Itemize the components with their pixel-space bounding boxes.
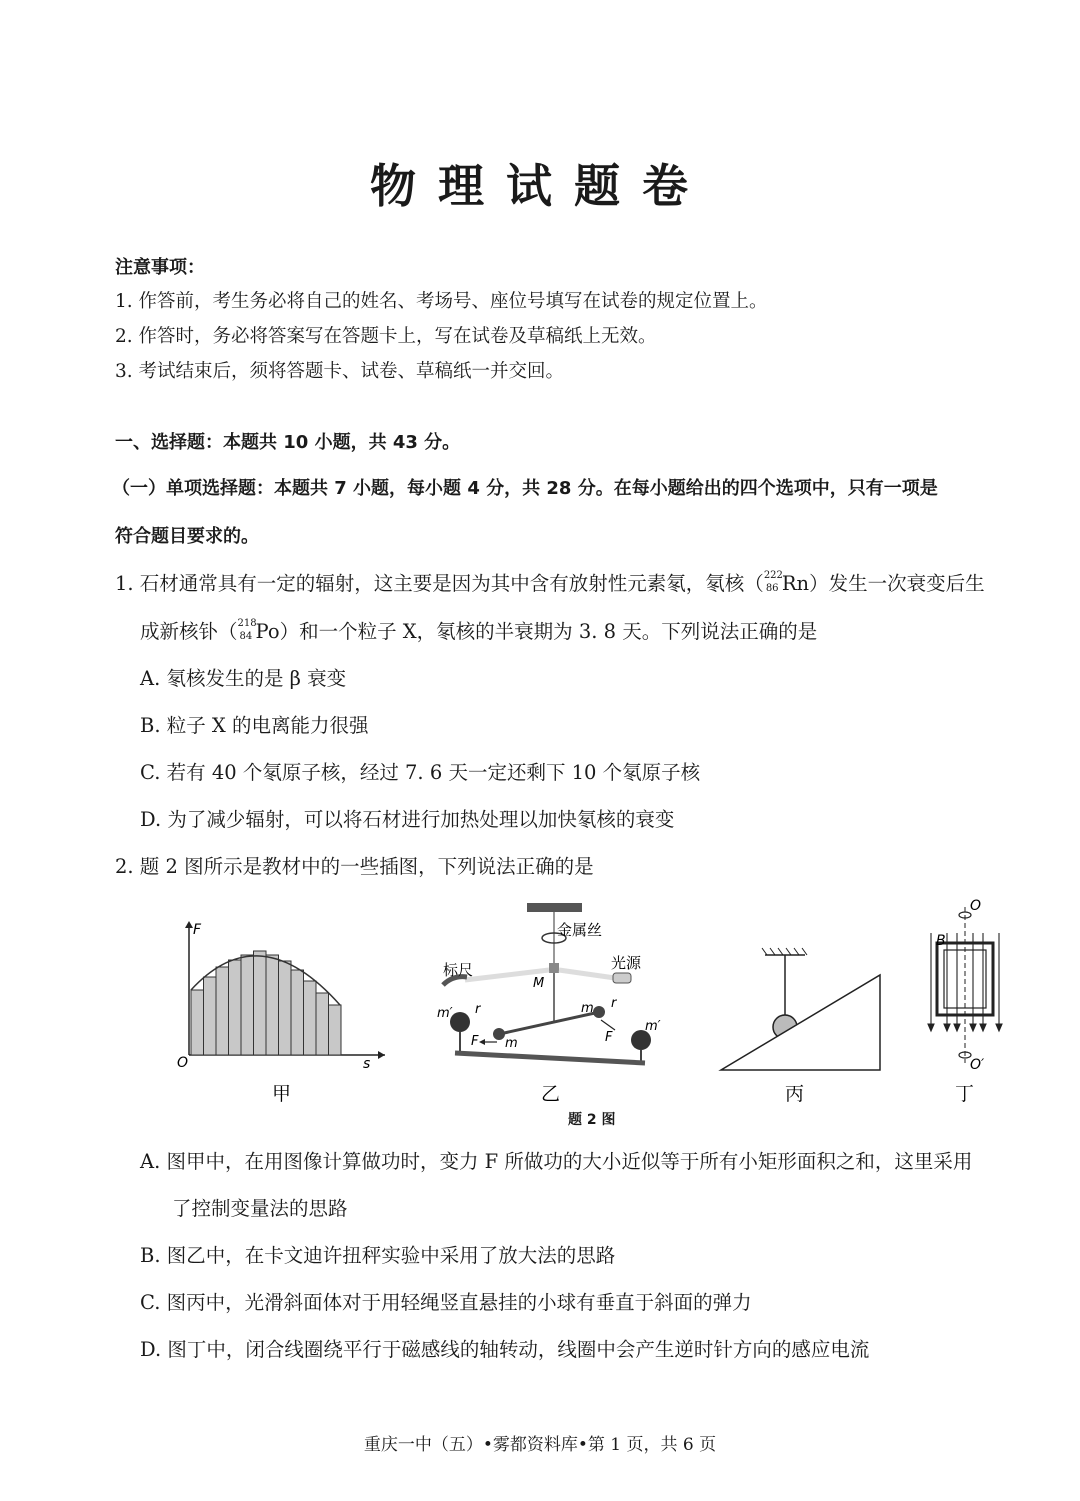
jia-area-rect [254, 951, 267, 1055]
yi-big-ball-left [450, 1012, 470, 1032]
rn-isotope [763, 570, 783, 594]
figure-ding [928, 898, 1002, 1105]
ding-field-arrow-icon [928, 1024, 934, 1031]
yi-label-wire: 金属丝 [557, 921, 603, 939]
jia-origin: O [177, 1055, 189, 1071]
figure-bing [721, 948, 880, 1105]
po-symbol: Po [255, 620, 280, 643]
figure-label-ding: 丁 [955, 1083, 975, 1105]
q1-text-b: ）发生一次衰变后生 [809, 572, 985, 595]
jia-area-rect [266, 955, 279, 1055]
bing-incline [721, 975, 880, 1070]
ding-label-top: O [970, 898, 982, 914]
po-atomic-number: 84 [239, 631, 253, 642]
q1-stem-line1 [115, 568, 985, 596]
yi-label-light: 光源 [611, 954, 642, 972]
ding-label-bottom: O′ [970, 1057, 985, 1073]
jia-axis-s: s [363, 1056, 371, 1072]
ding-field-arrow-icon [996, 1024, 1002, 1031]
q2-option-d: D. 图丁中，闭合线圈绕平行于磁感线的轴转动，线圈中会产生逆时针方向的感应电流 [140, 1338, 870, 1361]
q2-stem: 2. 题 2 图所示是教材中的一些插图，下列说法正确的是 [115, 855, 594, 878]
ding-field-arrow-icon [980, 1024, 986, 1031]
ding-field-arrow-icon [954, 1024, 960, 1031]
q2-option-a-cont: 了控制变量法的思路 [172, 1197, 348, 1220]
jia-axis-f: F [193, 922, 202, 938]
yi-ceiling-mount [527, 903, 582, 912]
page-footer: 重庆一中（五）•雾都资料库•第 1 页，共 6 页 [363, 1435, 717, 1455]
yi-label-r-left: r [475, 1002, 481, 1017]
yi-label-mirror: M [533, 976, 545, 991]
q1-text-a: 1. 石材通常具有一定的辐射，这主要是因为其中含有放射性元素氡，氡核（ [115, 572, 764, 595]
q1-text-c: 成新核钋（ [140, 620, 238, 643]
subsection-heading-line1: （一）单项选择题：本题共 7 小题，每小题 4 分，共 28 分。在每小题给出的四个选项中，只有一项是 [112, 478, 938, 499]
figure-label-yi: 乙 [541, 1083, 561, 1105]
figure-yi [437, 903, 661, 1105]
yi-base-bar [455, 1053, 645, 1063]
yi-label-r-right: r [611, 996, 617, 1011]
jia-area-rect [204, 977, 217, 1055]
yi-label-f-right: F [605, 1030, 613, 1045]
q1-option-b: B. 粒子 X 的电离能力很强 [140, 714, 369, 737]
yi-label-ruler: 标尺 [443, 961, 474, 979]
yi-mirror [549, 963, 559, 973]
q1-text-d: ）和一个粒子 X，氡核的半衰期为 3. 8 天。下列说法正确的是 [279, 620, 818, 643]
q2-option-c: C. 图丙中，光滑斜面体对于用轻绳竖直悬挂的小球有垂直于斜面的弹力 [140, 1291, 752, 1314]
yi-label-m-prime-left: m′ [437, 1006, 453, 1021]
jia-area-rect [304, 981, 317, 1055]
jia-area-rect [279, 961, 292, 1055]
q1-option-c: C. 若有 40 个氡原子核，经过 7. 6 天一定还剩下 10 个氡原子核 [140, 761, 701, 784]
ding-field-arrow-icon [944, 1024, 950, 1031]
jia-area-rect [216, 967, 229, 1055]
jia-area-rect [229, 960, 242, 1055]
notice-item-2: 2. 作答时，务必将答案写在答题卡上，写在试卷及草稿纸上无效。 [115, 326, 657, 347]
notice-item-3: 3. 考试结束后，须将答题卡、试卷、草稿纸一并交回。 [115, 361, 565, 382]
yi-label-f-left: F [471, 1034, 479, 1049]
yi-label-m-left: m [505, 1036, 518, 1051]
section-heading: 一、选择题：本题共 10 小题，共 43 分。 [115, 432, 461, 453]
rn-symbol: Rn [781, 572, 810, 595]
figure-label-bing: 丙 [785, 1083, 805, 1105]
notice-item-1: 1. 作答前，考生务必将自己的姓名、考场号、座位号填写在试卷的规定位置上。 [115, 291, 768, 312]
q1-option-d: D. 为了减少辐射，可以将石材进行加热处理以加快氡核的衰变 [140, 808, 675, 831]
yi-small-ball-left [493, 1028, 505, 1040]
jia-area-rect [241, 955, 254, 1055]
figure-caption: 题 2 图 [568, 1112, 616, 1128]
yi-torsion-rod [495, 1013, 595, 1035]
rn-atomic-number: 86 [765, 583, 779, 594]
q1-stem-line2 [140, 616, 817, 644]
jia-area-rect [191, 990, 204, 1055]
notice-heading: 注意事项： [115, 257, 205, 278]
q2-option-b: B. 图乙中，在卡文迪许扭秤实验中采用了放大法的思路 [140, 1244, 616, 1267]
page-title: 物理试题卷 [370, 159, 710, 213]
q2-option-a: A. 图甲中，在用图像计算做功时，变力 F 所做功的大小近似等于所有小矩形面积之和，这里采用 [140, 1150, 973, 1173]
q2-figure [175, 895, 1005, 1130]
q1-option-a: A. 氡核发生的是 β 衰变 [140, 667, 347, 690]
jia-area-rect [291, 970, 304, 1055]
yi-light-source-icon [613, 973, 631, 983]
ding-label-field: B [936, 933, 946, 949]
yi-label-m-prime-right: m′ [645, 1019, 661, 1034]
yi-small-ball-right [593, 1006, 605, 1018]
po-mass-number: 218 [237, 618, 257, 629]
yi-label-m-right: m [581, 1001, 594, 1016]
po-isotope [237, 618, 257, 642]
figure-label-jia: 甲 [272, 1083, 292, 1105]
ding-field-arrow-icon [970, 1024, 976, 1031]
rn-mass-number: 222 [763, 570, 783, 581]
jia-area-rect [316, 993, 329, 1055]
subsection-heading-line2: 符合题目要求的。 [115, 526, 259, 547]
figure-jia [177, 921, 385, 1105]
jia-area-rect [329, 1005, 342, 1055]
